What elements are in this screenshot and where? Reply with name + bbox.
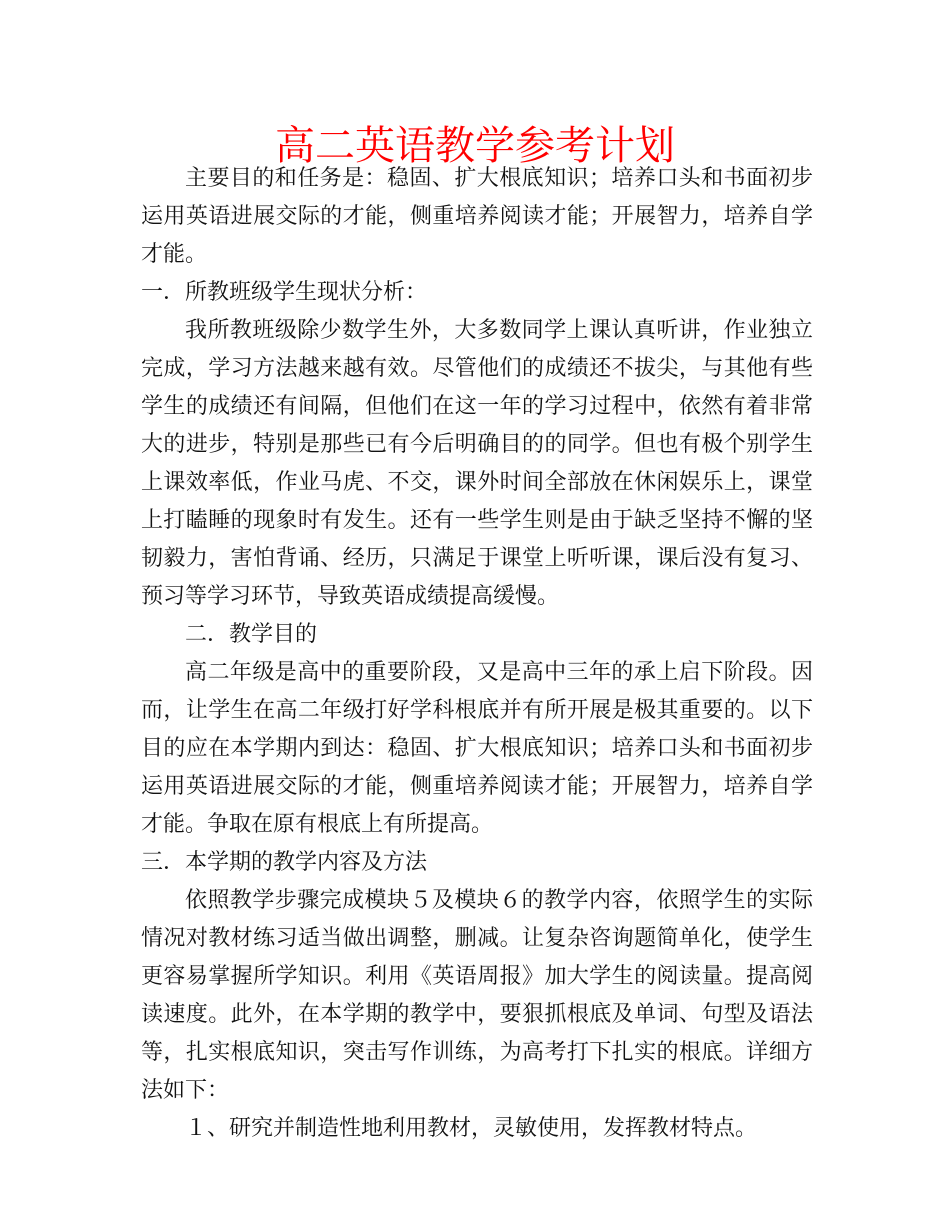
paragraph-teaching-methods: 依照教学步骤完成模块５及模块６的教学内容，依照学生的实际情况对教材练习适当做出调整，删减。让复杂咨询题简单化，使学生更容易掌握所学知识。利用《英语周报》加大学生的阅读量。提高阅读速度。此外，在本学期的教学中，要狠抓根底及单词、句型及语法等，扎实根底知识，突击写作训练，为高考打下扎实的根底。详细方法如下： [141,888,813,1103]
section-heading-2: 二．教学目的 [185,622,318,647]
document-body [141,160,813,1148]
list-item-1: １、研究并制造性地利用教材，灵敏使用，发挥教材特点。 [185,1116,758,1141]
paragraph-teaching-goals: 高二年级是高中的重要阶段，又是高中三年的承上启下阶段。因而，让学生在高二年级打好学科根底并有所开展是极其重要的。以下目的应在本学期内到达：稳固、扩大根底知识；培养口头和书面初步运用英语进展交际的才能，侧重培养阅读才能；开展智力，培养自学才能。争取在原有根底上有所提高。 [141,660,813,837]
document-title: 高二英语教学参考计划 [275,123,675,169]
paragraph-intro: 主要目的和任务是：稳固、扩大根底知识；培养口头和书面初步运用英语进展交际的才能，侧重培养阅读才能；开展智力，培养自学才能。 [141,166,813,267]
section-heading-1: 一．所教班级学生现状分析： [141,280,428,305]
paragraph-student-analysis: 我所教班级除少数学生外，大多数同学上课认真听讲，作业独立完成，学习方法越来越有效。尽管他们的成绩还不拔尖，与其他有些学生的成绩还有间隔，但他们在这一年的学习过程中，依然有着非常大的进步，特别是那些已有今后明确目的的同学。但也有极个别学生上课效率低，作业马虎、不交，课外时间全部放在休闲娱乐上，课堂上打瞌睡的现象时有发生。还有一些学生则是由于缺乏坚持不懈的坚韧毅力，害怕背诵、经历，只满足于课堂上听听课，课后没有复习、预习等学习环节，导致英语成绩提高缓慢。 [141,318,813,609]
section-heading-3: 三．本学期的教学内容及方法 [141,850,428,875]
